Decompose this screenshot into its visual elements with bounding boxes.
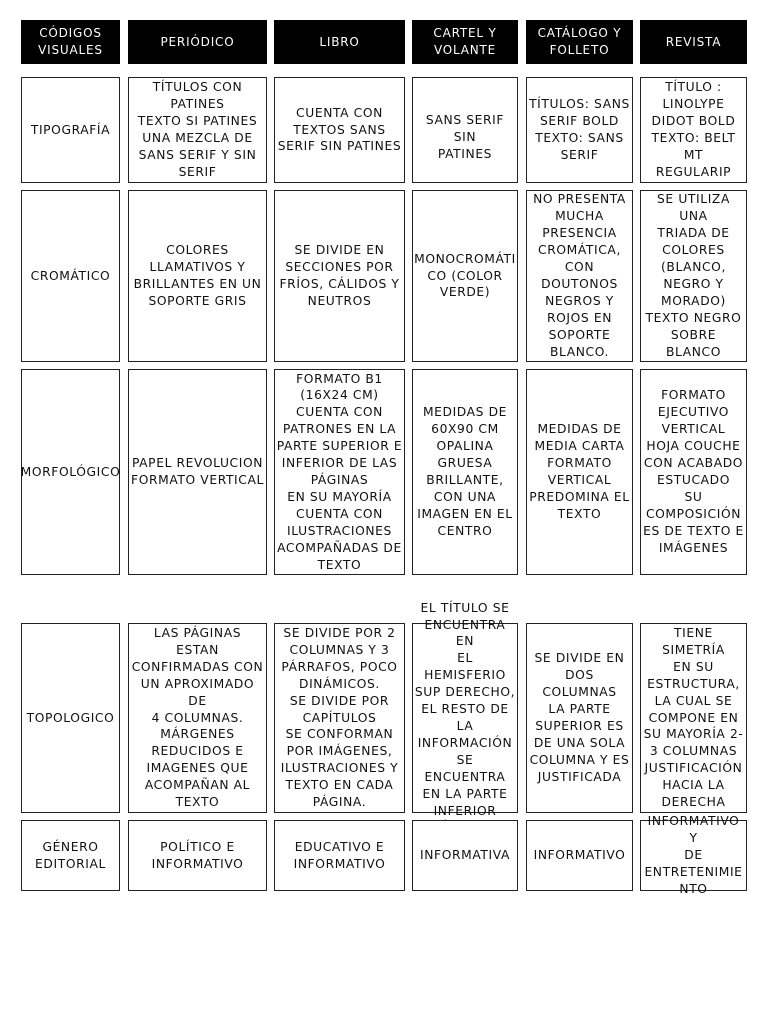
- cell-topologico-libro: [274, 623, 405, 813]
- cell-genero-cartel: [412, 820, 518, 891]
- cell-genero-catalogo: [526, 820, 633, 891]
- header-catalogo-y-folleto: [526, 20, 633, 64]
- cell-text: SE UTILIZA UNA TRIADA DE COLORES (BLANCO, NEGRO Y MORADO) TEXTO NEGRO SOBRE BLANCO: [645, 192, 742, 359]
- cell-text: INFORMATIVO Y DE ENTRETENIMIE NTO: [644, 814, 743, 896]
- cell-cromatico-libro: [274, 190, 405, 362]
- cell-text: MEDIDAS DE 60X90 CM OPALINA GRUESA BRILLANTE, CON UNA IMAGEN EN EL CENTRO: [417, 405, 513, 538]
- header-label: CARTEL Y VOLANTE: [433, 26, 497, 57]
- row-label: GÉNERO EDITORIAL: [35, 839, 106, 871]
- row-label: TOPOLOGICO: [26, 710, 115, 725]
- cell-text: EL TÍTULO SE ENCUENTRA EN EL HEMISFERIO SUP DERECHO, EL RESTO DE LA INFORMACIÓN SE ENCUENTRA EN LA PARTE INFERIOR: [414, 600, 516, 818]
- cell-morfologico-catalogo: [526, 369, 633, 575]
- cell-text: PAPEL REVOLUCION FORMATO VERTICAL: [131, 456, 264, 487]
- cell-text: MEDIDAS DE MEDIA CARTA FORMATO VERTICAL PREDOMINA EL TEXTO: [529, 422, 630, 521]
- cell-topologico-periodico: [128, 623, 267, 813]
- cell-text: FORMATO EJECUTIVO VERTICAL HOJA COUCHE CON ACABADO ESTUCADO SU COMPOSICIÓN ES DE TEXTO E IMÁGENES: [643, 388, 744, 555]
- cell-morfologico-periodico: [128, 369, 267, 575]
- cell-cromatico-cartel: [412, 190, 518, 362]
- cell-tipografia-libro: [274, 77, 405, 183]
- cell-text: LAS PÁGINAS ESTAN CONFIRMADAS CON UN APROXIMADO DE 4 COLUMNAS. MÁRGENES REDUCIDOS E IMAGENES QUE ACOMPAÑAN AL TEXTO: [131, 626, 264, 810]
- cell-text: EDUCATIVO E INFORMATIVO: [293, 839, 386, 871]
- cell-text: TÍTULOS CON PATINES TEXTO SI PATINES UNA MEZCLA DE SANS SERIF Y SIN SERIF: [137, 80, 258, 179]
- cell-genero-revista: [640, 814, 747, 896]
- header-label: CATÁLOGO Y FOLLETO: [537, 26, 622, 57]
- cell-morfologico-revista: [640, 369, 747, 575]
- row-label: MORFOLÓGICO: [20, 464, 121, 479]
- cell-tipografia-revista: [640, 77, 747, 183]
- cell-tipografia-cartel: [412, 77, 518, 183]
- header-libro: [274, 20, 405, 64]
- header-codigos-visuales: [21, 20, 120, 64]
- cell-text: SE DIVIDE EN DOS COLUMNAS LA PARTE SUPERIOR ES DE UNA SOLA COLUMNA Y ES JUSTIFICADA: [529, 651, 630, 784]
- cell-text: TÍTULO : LINOLYPE DIDOT BOLD TEXTO: BELT MT REGULARIP: [651, 80, 736, 179]
- header-revista: [640, 20, 747, 64]
- row-label: CROMÁTICO: [30, 268, 111, 283]
- cell-text: CUENTA CON TEXTOS SANS SERIF SIN PATINES: [277, 105, 402, 154]
- header-periodico: [128, 20, 267, 64]
- cell-text: POLÍTICO E INFORMATIVO: [151, 839, 244, 871]
- cell-tipografia-periodico: [128, 77, 267, 183]
- cell-genero-periodico: [128, 820, 267, 891]
- row-label-morfologico: [21, 369, 120, 575]
- cell-text: COLORES LLAMATIVOS Y BRILLANTES EN UN SOPORTE GRIS: [133, 243, 262, 308]
- cell-text: FORMATO B1 (16X24 CM) CUENTA CON PATRONES EN LA PARTE SUPERIOR E INFERIOR DE LAS PÁGINAS EN SU MAYORÍA CUENTA CON ILUSTRACIONES ACOMPAÑADAS DE TEXTO: [276, 371, 403, 572]
- cell-text: MONOCROMÁTI CO (COLOR VERDE): [414, 251, 516, 300]
- cell-genero-libro: [274, 820, 405, 891]
- row-label-cromatico: [21, 190, 120, 362]
- cell-text: SE DIVIDE EN SECCIONES POR FRÍOS, CÁLIDOS Y NEUTROS: [279, 243, 400, 308]
- row-label: TIPOGRAFÍA: [30, 122, 111, 137]
- cell-text: SANS SERIF SIN PATINES: [425, 113, 505, 161]
- header-label: REVISTA: [665, 34, 722, 49]
- header-cartel-y-volante: [412, 20, 518, 64]
- row-label-topologico: [21, 623, 120, 813]
- cell-topologico-cartel: [412, 600, 518, 818]
- cell-text: SE DIVIDE POR 2 COLUMNAS Y 3 PÁRRAFOS, POCO DINÁMICOS. SE DIVIDE POR CAPÍTULOS SE CONFORMAN POR IMÁGENES, ILUSTRACIONES Y TEXTO EN CADA PÁGINA.: [280, 626, 399, 810]
- cell-topologico-revista: [640, 623, 747, 813]
- cell-morfologico-cartel: [412, 369, 518, 575]
- header-label: PERIÓDICO: [160, 34, 235, 49]
- header-label: LIBRO: [319, 34, 360, 49]
- header-label: CÓDIGOS VISUALES: [38, 26, 103, 57]
- cell-morfologico-libro: [274, 369, 405, 575]
- cell-text: TÍTULOS: SANS SERIF BOLD TEXTO: SANS SERIF: [529, 97, 630, 162]
- cell-topologico-catalogo: [526, 623, 633, 813]
- cell-text: INFORMATIVO: [533, 848, 626, 863]
- cell-cromatico-periodico: [128, 190, 267, 362]
- cell-text: INFORMATIVA: [420, 848, 510, 863]
- cell-tipografia-catalogo: [526, 77, 633, 183]
- cell-text: TIENE SIMETRÍA EN SU ESTRUCTURA, LA CUAL SE COMPONE EN SU MAYORÍA 2- 3 COLUMNAS JUSTIFICACIÓN HACIA LA DERECHA: [643, 626, 744, 810]
- row-label-tipografia: [21, 77, 120, 183]
- cell-text: NO PRESENTA MUCHA PRESENCIA CROMÁTICA, CON DOUTONOS NEGROS Y ROJOS EN SOPORTE BLANCO.: [533, 192, 626, 359]
- row-label-genero-editorial: [21, 820, 120, 891]
- cell-cromatico-revista: [640, 190, 747, 362]
- cell-cromatico-catalogo: [526, 190, 633, 362]
